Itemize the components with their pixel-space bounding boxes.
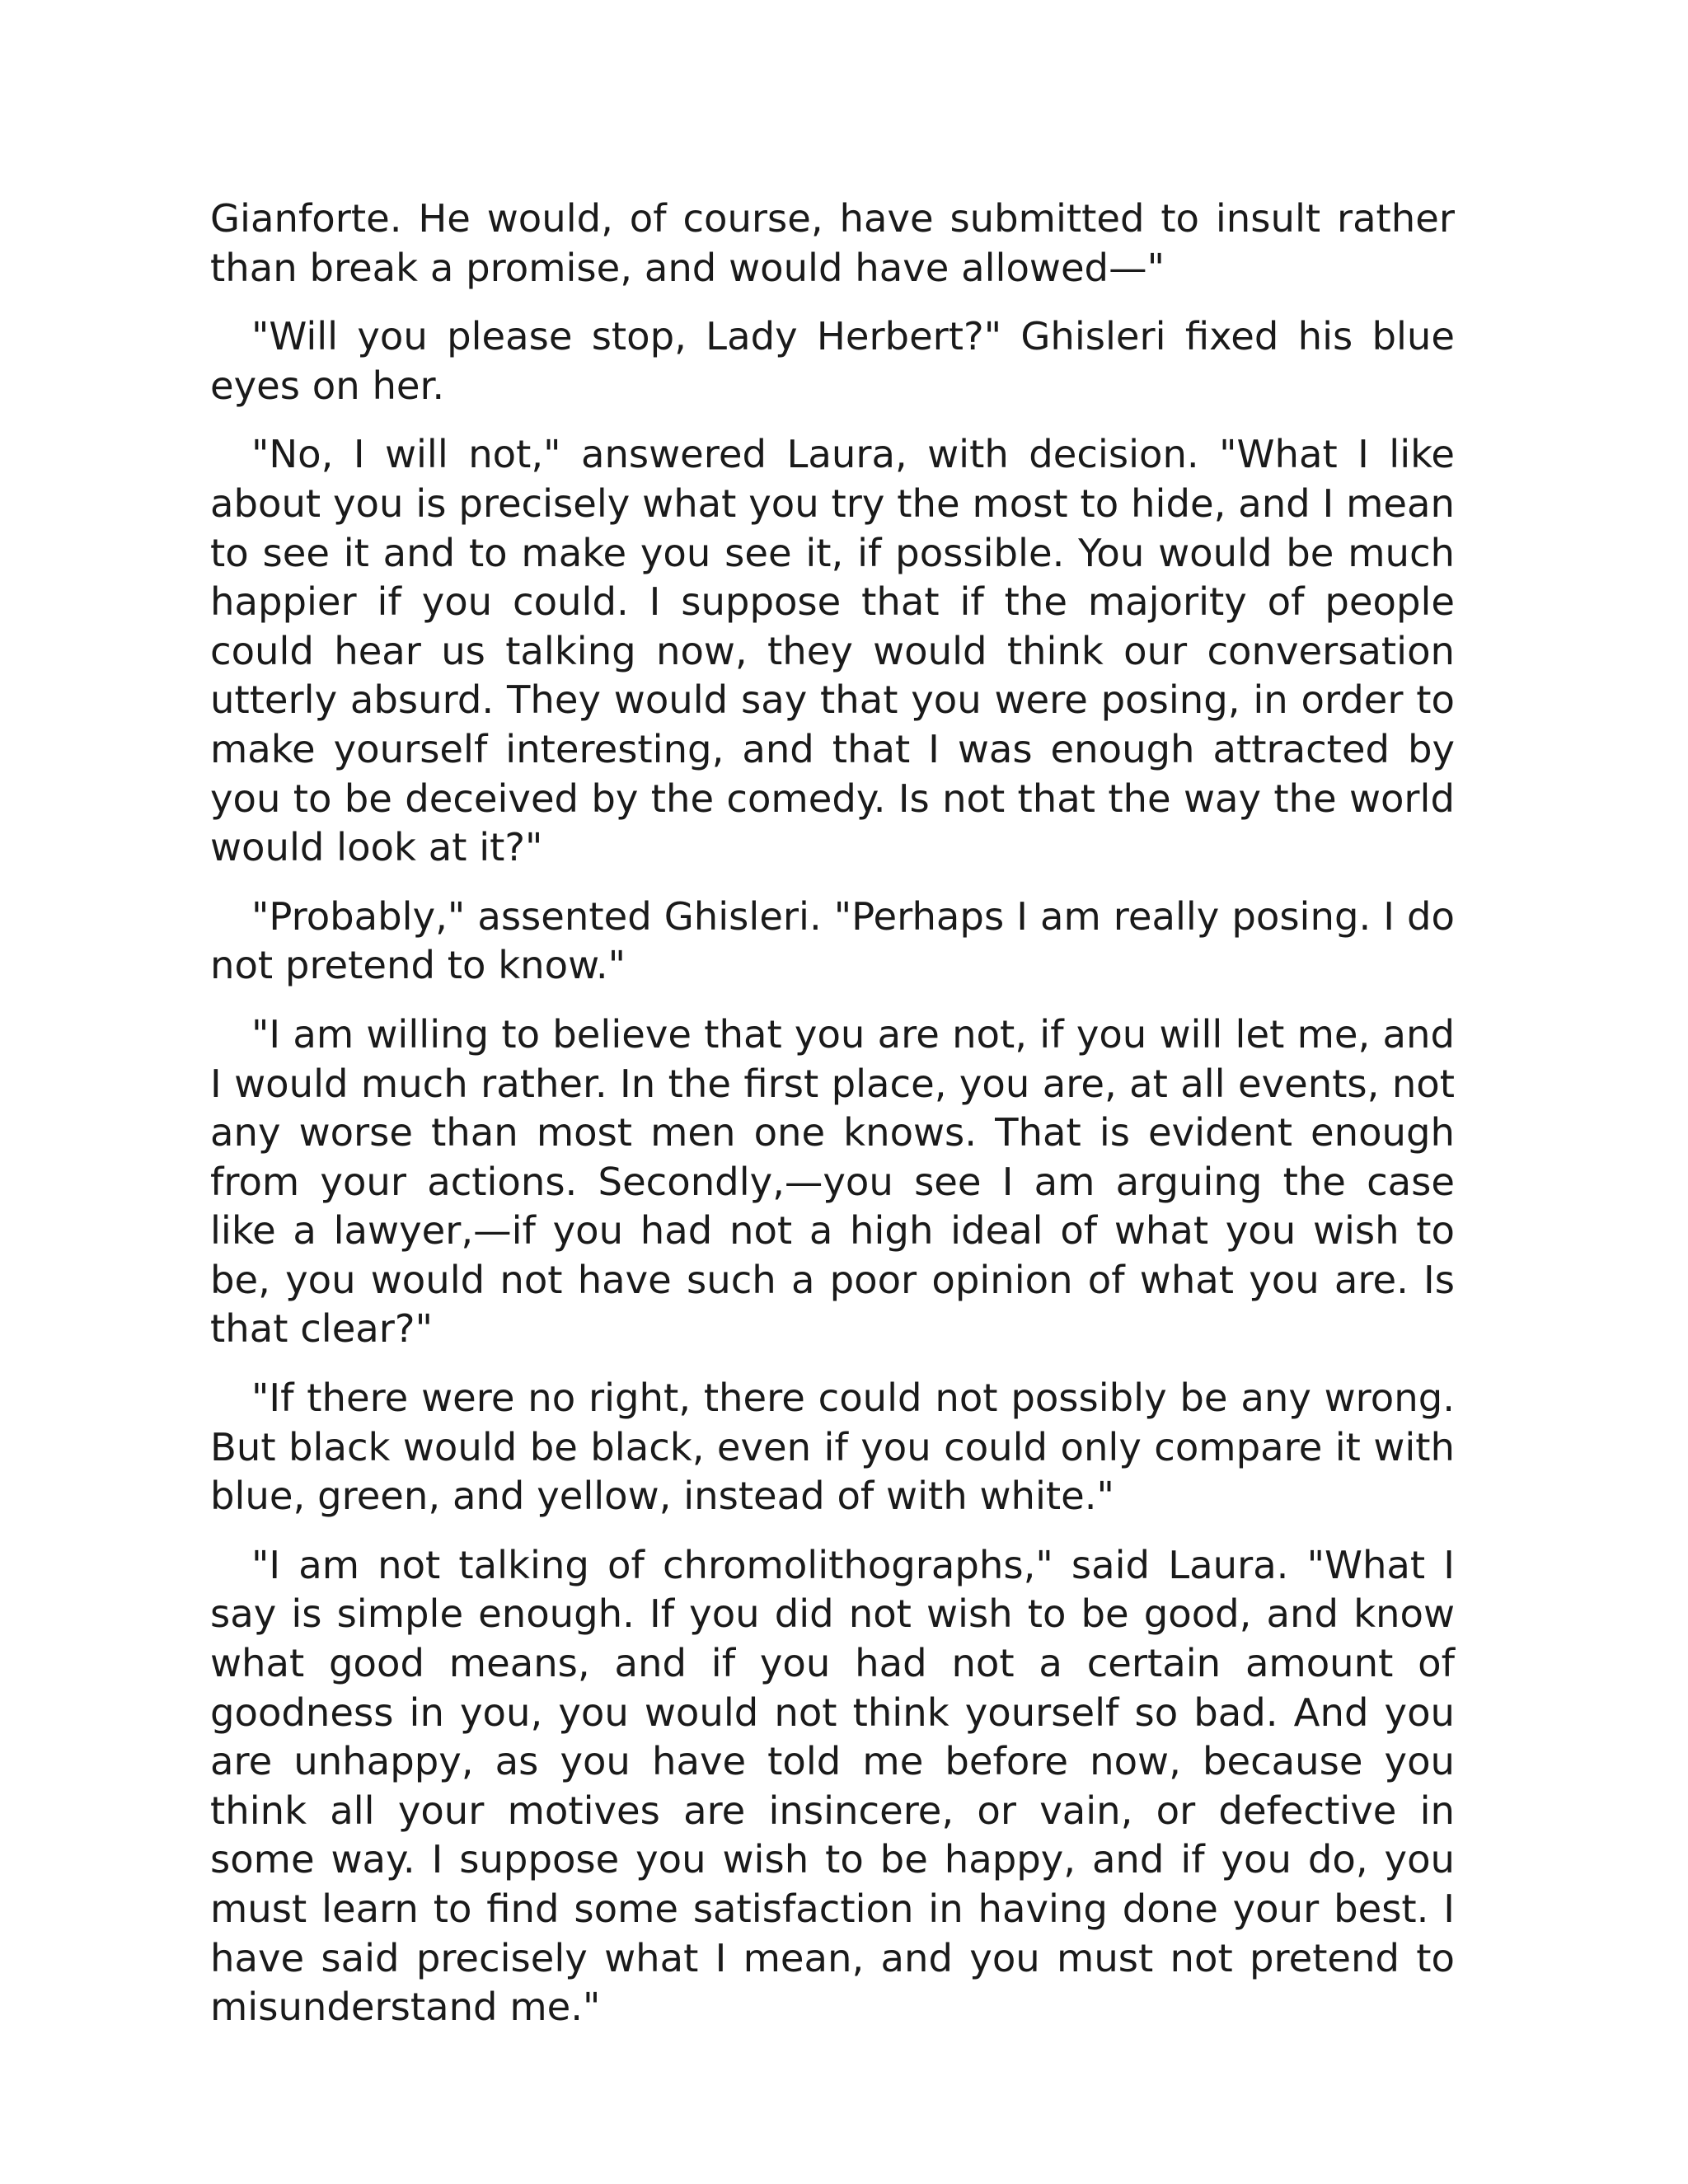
page-body-text: [210, 194, 1455, 2052]
paragraph-2: "Will you please stop, Lady Herbert?" Ghisleri fixed his blue eyes on her.: [210, 314, 1455, 408]
paragraph-1: Gianforte. He would, of course, have submitted to insult rather than break a promise, and would have allowed—": [210, 196, 1455, 290]
paragraph-7: "I am not talking of chromolithographs," said Laura. "What I say is simple enough. If you did not wish to be good, and know what good means, and if you had not a certain amount of goodness in you, you would not think yourself so bad. And you are unhappy, as you have told me before now, because you think all your motives are insincere, or vain, or defective in some way. I suppose you wish to be happy, and if you do, you must learn to find some satisfaction in having done your best. I have said precisely what I mean, and you must not pretend to misunderstand me.": [210, 1542, 1455, 2030]
paragraph-5: "I am willing to believe that you are not, if you will let me, and I would much rather. In the first place, you are, at all events, not any worse than most men one knows. That is evident enough from your actions. Secondly,—you see I am arguing the case like a lawyer,—if you had not a high ideal of what you wish to be, you would not have such a poor opinion of what you are. Is that clear?": [210, 1011, 1455, 1352]
paragraph-3: "No, I will not," answered Laura, with decision. "What I like about you is precisely what you try the most to hide, and I mean to see it and to make you see it, if possible. You would be much happier if you could. I suppose that if the majority of people could hear us talking now, they would think our conversation utterly absurd. They would say that you were posing, in order to make yourself interesting, and that I was enough attracted by you to be deceived by the comedy. Is not that the way the world would look at it?": [210, 432, 1455, 870]
paragraph-6: "If there were no right, there could not possibly be any wrong. But black would be black, even if you could only compare it with blue, green, and yellow, instead of with white.": [210, 1376, 1455, 1519]
paragraph-4: "Probably," assented Ghisleri. "Perhaps I am really posing. I do not pretend to know.": [210, 893, 1455, 988]
